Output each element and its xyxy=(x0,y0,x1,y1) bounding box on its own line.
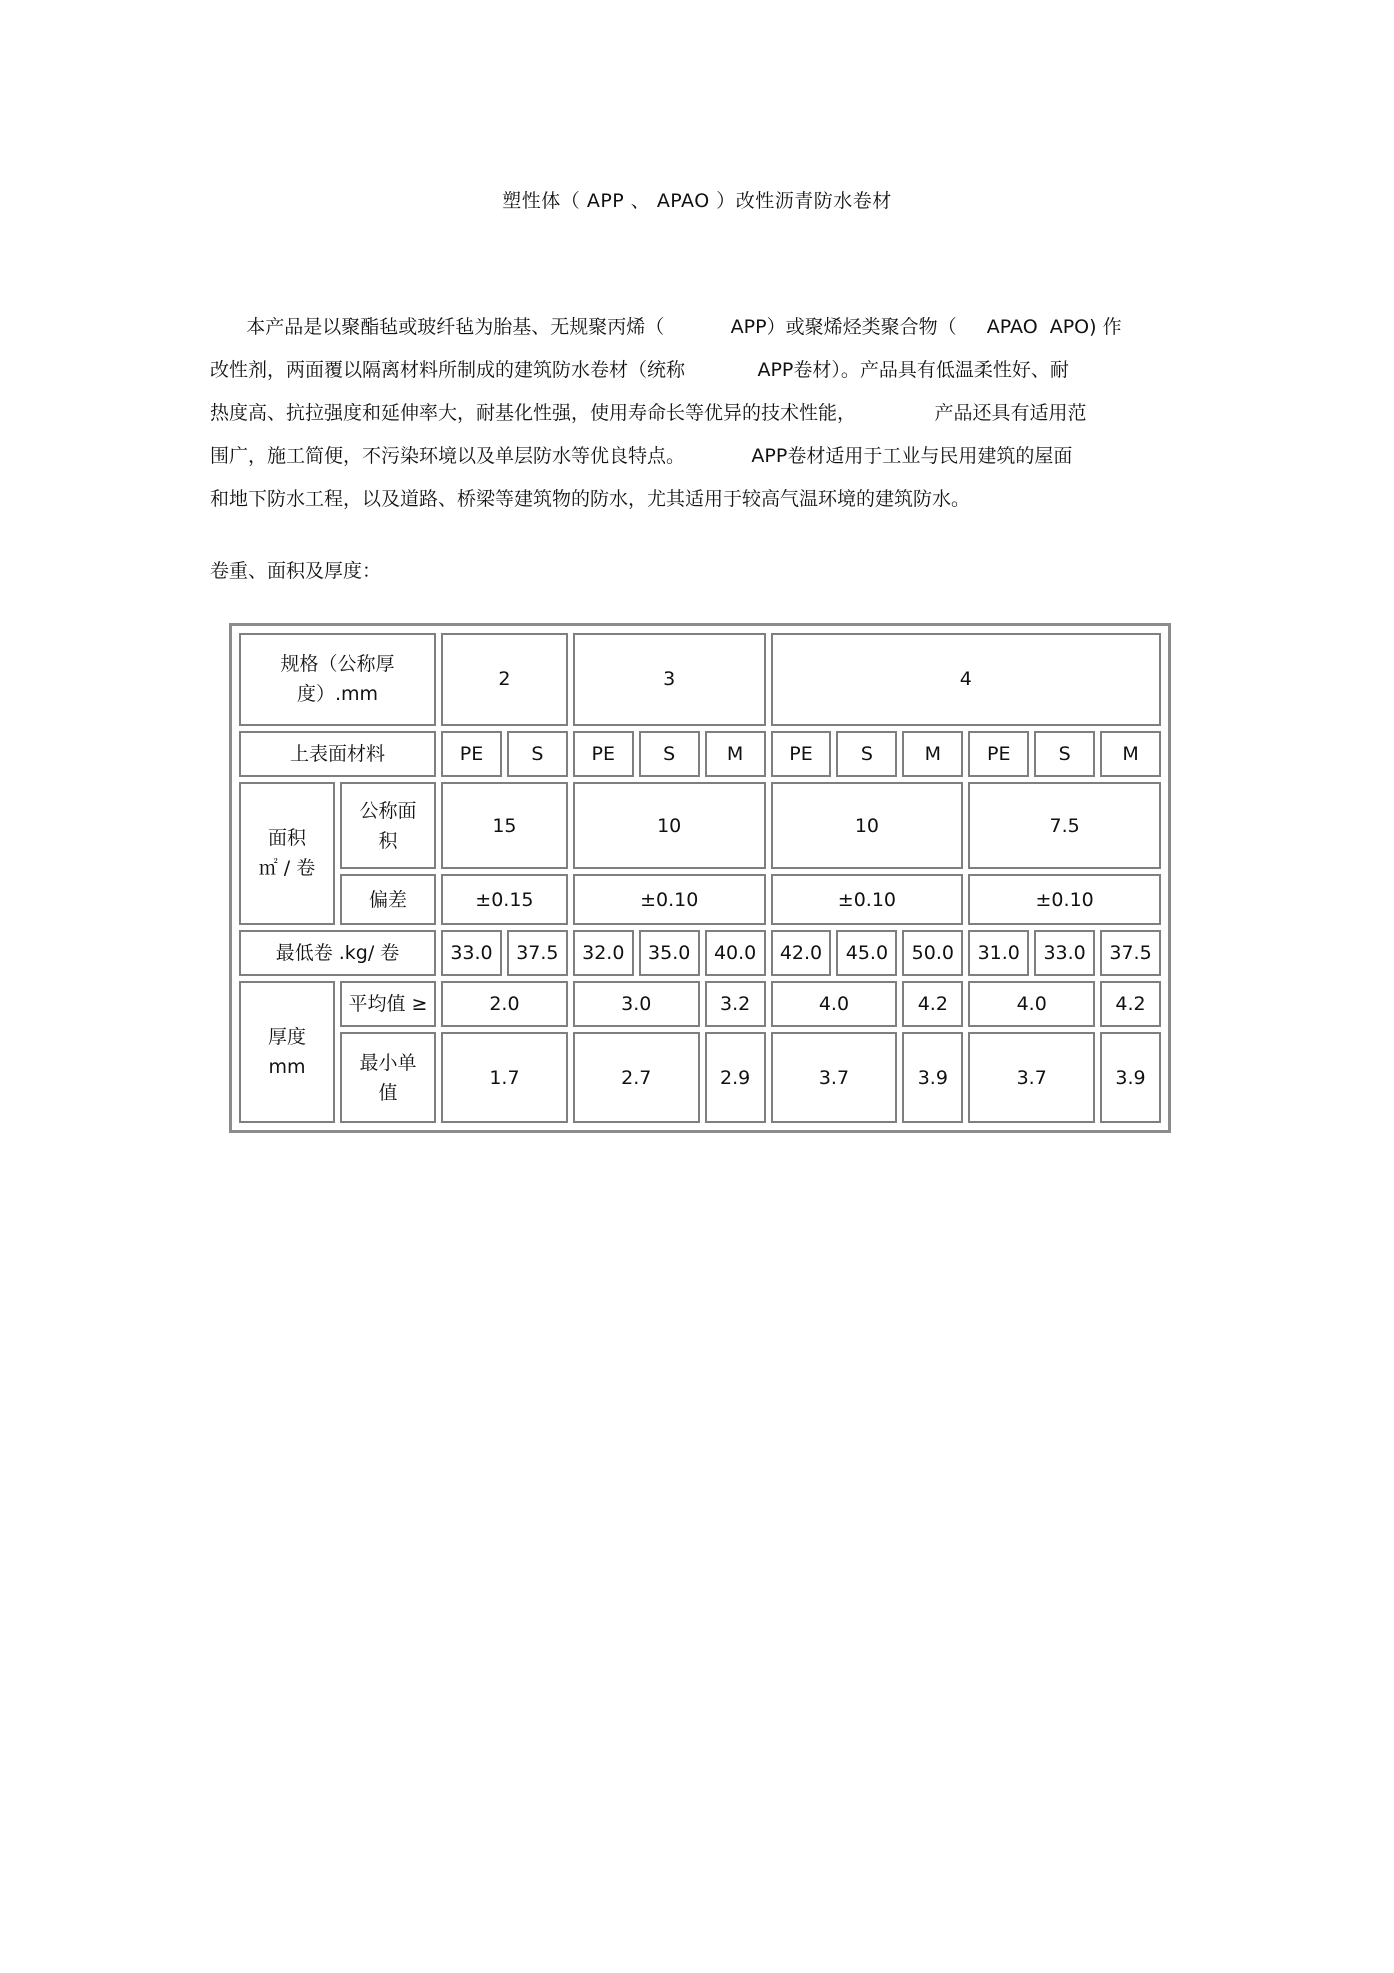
nominal-area-cell: 7.5 xyxy=(968,782,1161,870)
avg-cell: 2.0 xyxy=(441,981,568,1027)
surface-cell: PE xyxy=(771,731,832,777)
deviation-cell: ±0.10 xyxy=(968,874,1161,924)
surface-cell: PE xyxy=(441,731,502,777)
min-single-cell: 3.7 xyxy=(771,1032,898,1123)
min-weight-label-cell: 最低卷 .kg/ 卷 xyxy=(239,930,436,976)
surface-cell: M xyxy=(1100,731,1161,777)
table-row xyxy=(239,930,1161,976)
surface-label-cell: 上表面材料 xyxy=(239,731,436,777)
intro-line: 围广，施工简便，不污染环境以及单层防水等优良特点。 APP卷材适用于工业与民用建筑的屋面 xyxy=(210,445,1073,467)
min-weight-cell: 33.0 xyxy=(1034,930,1095,976)
deviation-cell: ±0.10 xyxy=(573,874,766,924)
surface-cell: S xyxy=(836,731,897,777)
thickness-label-line: mm xyxy=(268,1056,306,1079)
min-single-cell: 3.9 xyxy=(902,1032,963,1123)
intro-paragraph xyxy=(210,306,1200,521)
document-title: 塑性体（ APP 、 APAO ）改性沥青防水卷材 xyxy=(502,190,892,212)
area-label-line: 面积 xyxy=(267,827,306,850)
table-row xyxy=(239,981,1161,1027)
area-label-cell xyxy=(239,782,335,925)
deviation-label-cell: 偏差 xyxy=(340,874,436,924)
table-row xyxy=(239,731,1161,777)
surface-cell: M xyxy=(902,731,963,777)
min-weight-cell: 40.0 xyxy=(705,930,766,976)
min-single-cell: 3.7 xyxy=(968,1032,1095,1123)
min-single-label-cell xyxy=(340,1032,436,1123)
min-weight-cell: 33.0 xyxy=(441,930,502,976)
surface-cell: M xyxy=(705,731,766,777)
surface-cell: S xyxy=(639,731,700,777)
nominal-area-cell: 15 xyxy=(441,782,568,870)
avg-cell: 4.0 xyxy=(968,981,1095,1027)
nominal-area-cell: 10 xyxy=(573,782,766,870)
avg-cell: 3.0 xyxy=(573,981,700,1027)
min-weight-cell: 42.0 xyxy=(771,930,832,976)
spec-table-frame xyxy=(229,623,1171,1133)
table-row xyxy=(239,1032,1161,1123)
intro-line: 热度高、抗拉强度和延伸率大，耐基化性强，使用寿命长等优异的技术性能， 产品还具有适用范 xyxy=(210,402,1087,424)
spec-label-line: 度）.mm xyxy=(296,683,379,706)
avg-cell: 3.2 xyxy=(705,981,766,1027)
intro-line: 和地下防水工程，以及道路、桥梁等建筑物的防水，尤其适用于较高气温环境的建筑防水。 xyxy=(210,488,971,510)
spec-header-cell xyxy=(239,633,436,726)
surface-cell: S xyxy=(1034,731,1095,777)
surface-cell: PE xyxy=(573,731,634,777)
area-label-line: ㎡ / 卷 xyxy=(258,857,316,880)
spec-table xyxy=(234,628,1166,1128)
intro-line: 改性剂，两面覆以隔离材料所制成的建筑防水卷材（统称 APP卷材）。产品具有低温柔性好、耐 xyxy=(210,359,1069,381)
min-weight-cell: 45.0 xyxy=(836,930,897,976)
nominal-area-label-line: 积 xyxy=(378,829,398,852)
deviation-cell: ±0.15 xyxy=(441,874,568,924)
nominal-area-cell: 10 xyxy=(771,782,964,870)
thickness-header-cell: 2 xyxy=(441,633,568,726)
table-row xyxy=(239,633,1161,726)
surface-cell: PE xyxy=(968,731,1029,777)
min-single-cell: 1.7 xyxy=(441,1032,568,1123)
nominal-area-label-line: 公称面 xyxy=(359,799,417,822)
avg-label-cell: 平均值 ≥ xyxy=(340,981,436,1027)
min-single-cell: 3.9 xyxy=(1100,1032,1161,1123)
min-weight-cell: 50.0 xyxy=(902,930,963,976)
min-single-cell: 2.7 xyxy=(573,1032,700,1123)
min-weight-cell: 31.0 xyxy=(968,930,1029,976)
thickness-header-cell: 4 xyxy=(771,633,1161,726)
min-single-label-line: 值 xyxy=(378,1081,398,1104)
intro-line: 本产品是以聚酯毡或玻纤毡为胎基、无规聚丙烯（ APP）或聚烯烃类聚合物（ APAO APO) 作 xyxy=(210,316,1122,338)
surface-cell: S xyxy=(507,731,568,777)
table-row xyxy=(239,782,1161,870)
thickness-header-cell: 3 xyxy=(573,633,766,726)
nominal-area-label-cell xyxy=(340,782,436,870)
min-single-label-line: 最小单 xyxy=(359,1051,417,1074)
spec-label-line: 规格（公称厚 xyxy=(280,653,395,676)
min-weight-cell: 32.0 xyxy=(573,930,634,976)
min-weight-cell: 37.5 xyxy=(507,930,568,976)
avg-cell: 4.2 xyxy=(1100,981,1161,1027)
deviation-cell: ±0.10 xyxy=(771,874,964,924)
thickness-label-line: 厚度 xyxy=(267,1026,306,1049)
min-weight-cell: 35.0 xyxy=(639,930,700,976)
avg-cell: 4.0 xyxy=(771,981,898,1027)
min-weight-cell: 37.5 xyxy=(1100,930,1161,976)
section-subtitle: 卷重、面积及厚度： xyxy=(210,560,382,582)
table-row xyxy=(239,874,1161,924)
thickness-label-cell xyxy=(239,981,335,1123)
avg-cell: 4.2 xyxy=(902,981,963,1027)
min-single-cell: 2.9 xyxy=(705,1032,766,1123)
